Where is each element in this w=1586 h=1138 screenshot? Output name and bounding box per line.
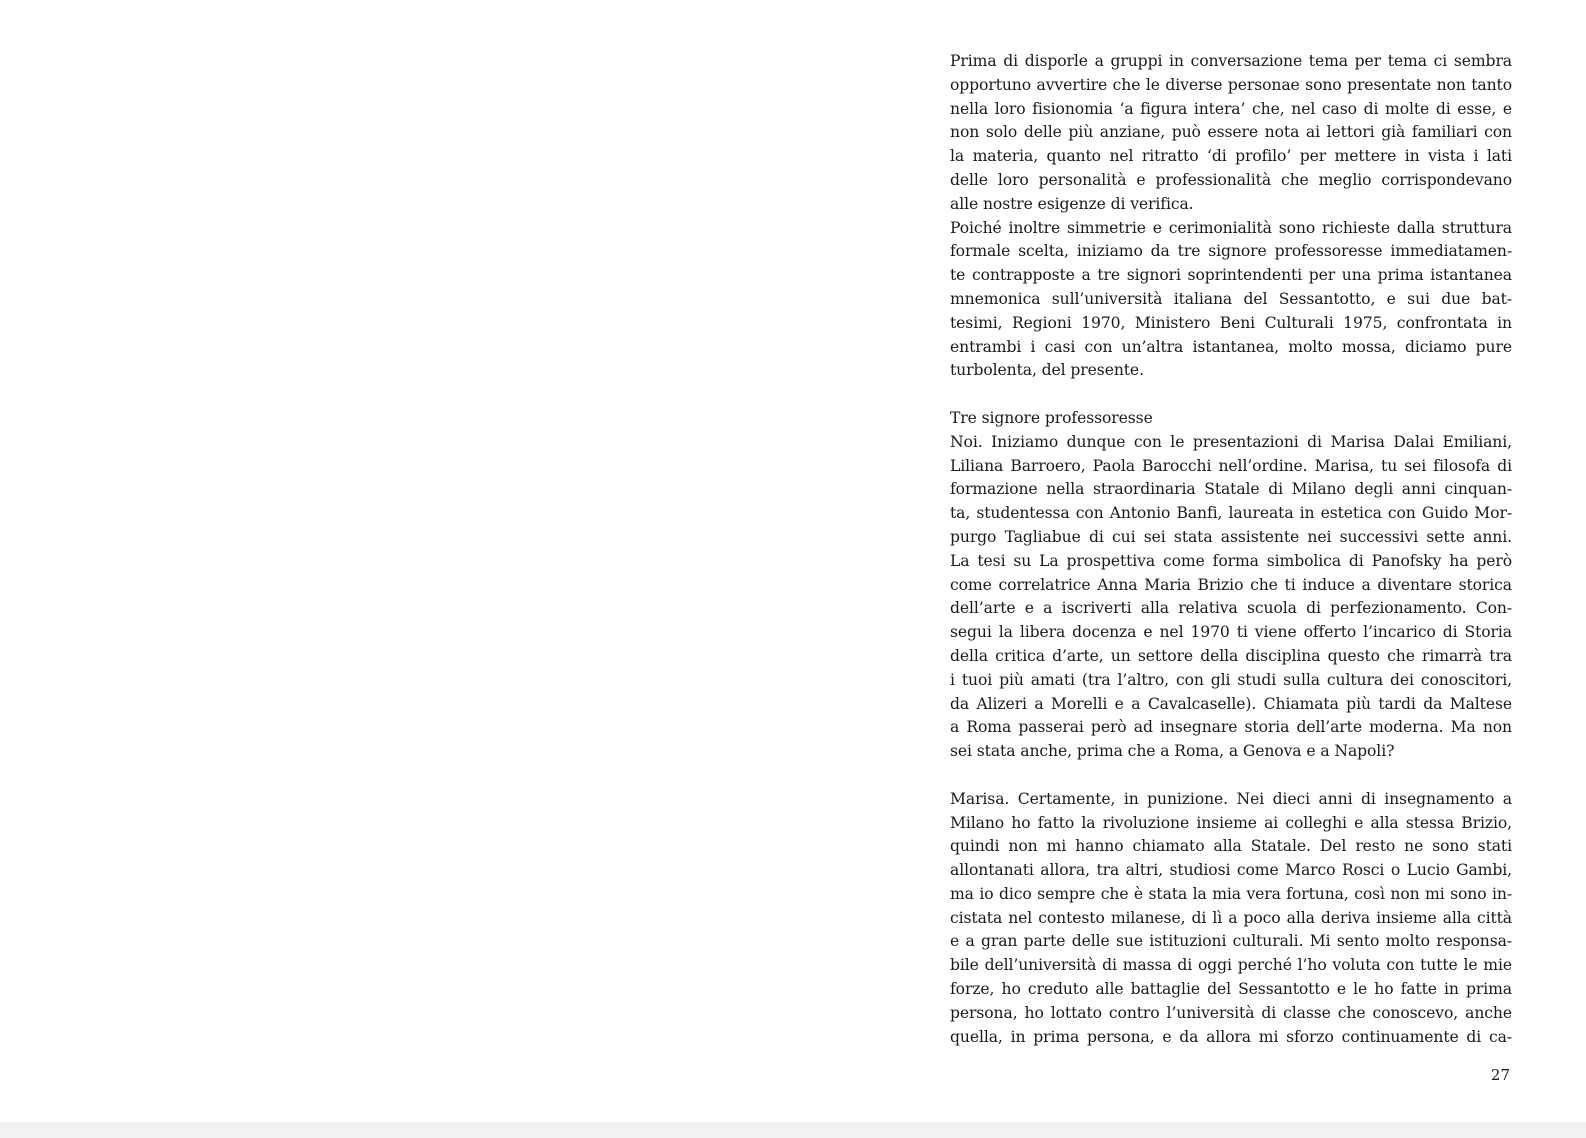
text-line: e a gran parte delle sue istituzioni culturali. Mi sento molto responsa- bbox=[950, 932, 1512, 951]
paragraph bbox=[950, 431, 1512, 764]
paragraph bbox=[950, 788, 1512, 1050]
paragraph-gap bbox=[950, 383, 1512, 407]
text-line: Liliana Barroero, Paola Barocchi nell’ordine. Marisa, tu sei filosofa di bbox=[950, 456, 1512, 475]
text-line: entrambi i casi con un’altra istantanea, molto mossa, diciamo pure bbox=[950, 337, 1512, 356]
text-line: alle nostre esigenze di verifica. bbox=[950, 194, 1194, 213]
text-line: tesimi, Regioni 1970, Ministero Beni Culturali 1975, confrontata in bbox=[950, 313, 1512, 332]
text-line: segui la libera docenza e nel 1970 ti viene offerto l’incarico di Storia bbox=[950, 623, 1512, 642]
text-line: delle loro personalità e professionalità che meglio corrispondevano bbox=[950, 170, 1512, 189]
text-line: la materia, quanto nel ritratto ‘di profilo’ per mettere in vista i lati bbox=[950, 147, 1512, 166]
right-page-text bbox=[950, 50, 1512, 1049]
text-line: La tesi su La prospettiva come forma simbolica di Panofsky ha però bbox=[950, 551, 1512, 570]
text-line: Noi. Iniziamo dunque con le presentazioni di Marisa Dalai Emiliani, bbox=[950, 432, 1512, 451]
text-line: formazione nella straordinaria Statale di Milano degli anni cinquan- bbox=[950, 480, 1512, 499]
text-line: da Alizeri a Morelli e a Cavalcaselle). Chiamata più tardi da Maltese bbox=[950, 694, 1512, 713]
text-line: quindi non mi hanno chiamato alla Statale. Del resto ne sono stati bbox=[950, 837, 1512, 856]
text-line: allontanati allora, tra altri, studiosi come Marco Rosci o Lucio Gambi, bbox=[950, 861, 1512, 880]
text-line: opportuno avvertire che le diverse personae sono presentate non tanto bbox=[950, 75, 1512, 94]
text-line: bile dell’università di massa di oggi perché l’ho voluta con tutte le mie bbox=[950, 956, 1512, 975]
text-line: purgo Tagliabue di cui sei stata assistente nei successivi sette anni. bbox=[950, 527, 1512, 546]
text-line: non solo delle più anziane, può essere nota ai lettori già familiari con bbox=[950, 123, 1512, 142]
paragraph bbox=[950, 50, 1512, 217]
text-line: cistata nel contesto milanese, di lì a poco alla deriva insieme alla città bbox=[950, 908, 1512, 927]
text-line: Prima di disporle a gruppi in conversazione tema per tema ci sembra bbox=[950, 52, 1512, 70]
text-line: dell’arte e a iscriverti alla relativa scuola di perfezionamento. Con- bbox=[950, 599, 1512, 618]
text-line: formale scelta, iniziamo da tre signore professoresse immediatamen- bbox=[950, 242, 1512, 261]
page-number: 27 bbox=[1490, 1066, 1510, 1084]
text-line: Tre signore professoresse bbox=[950, 408, 1153, 427]
text-line: quella, in prima persona, e da allora mi sforzo continuamente di ca- bbox=[950, 1027, 1512, 1046]
text-line: ma io dico sempre che è stata la mia vera fortuna, così non mi sono in- bbox=[950, 884, 1512, 903]
text-line: Marisa. Certamente, in punizione. Nei dieci anni di insegnamento a bbox=[950, 789, 1512, 808]
text-line: persona, ho lottato contro l’università di classe che conoscevo, anche bbox=[950, 1003, 1512, 1022]
text-line: mnemonica sull’università italiana del Sessantotto, e sui due bat- bbox=[950, 289, 1512, 308]
text-line: i tuoi più amati (tra l’altro, con gli studi sulla cultura dei conoscitori, bbox=[950, 670, 1512, 689]
text-line: nella loro fisionomia ‘a figura intera’ che, nel caso di molte di esse, e bbox=[950, 99, 1512, 118]
text-line: della critica d’arte, un settore della disciplina questo che rimarrà tra bbox=[950, 646, 1512, 665]
text-line: Poiché inoltre simmetrie e cerimonialità sono richieste dalla struttura bbox=[950, 218, 1512, 237]
paragraph bbox=[950, 407, 1512, 431]
text-line: turbolenta, del presente. bbox=[950, 361, 1144, 380]
text-line: Milano ho fatto la rivoluzione insieme ai colleghi e alla stessa Brizio, bbox=[950, 813, 1512, 832]
text-line: ta, studentessa con Antonio Banfi, laureata in estetica con Guido Mor- bbox=[950, 504, 1512, 523]
text-line: come correlatrice Anna Maria Brizio che ti induce a diventare storica bbox=[950, 575, 1512, 594]
paragraph-gap bbox=[950, 764, 1512, 788]
text-line: sei stata anche, prima che a Roma, a Genova e a Napoli? bbox=[950, 742, 1395, 761]
text-line: forze, ho creduto alle battaglie del Sessantotto e le ho fatte in prima bbox=[950, 980, 1512, 999]
text-line: a Roma passerai però ad insegnare storia dell’arte moderna. Ma non bbox=[950, 718, 1512, 737]
paragraph bbox=[950, 217, 1512, 384]
text-line: te contrapposte a tre signori soprintendenti per una prima istantanea bbox=[950, 266, 1512, 285]
viewer-bottom-edge bbox=[0, 1122, 1586, 1138]
